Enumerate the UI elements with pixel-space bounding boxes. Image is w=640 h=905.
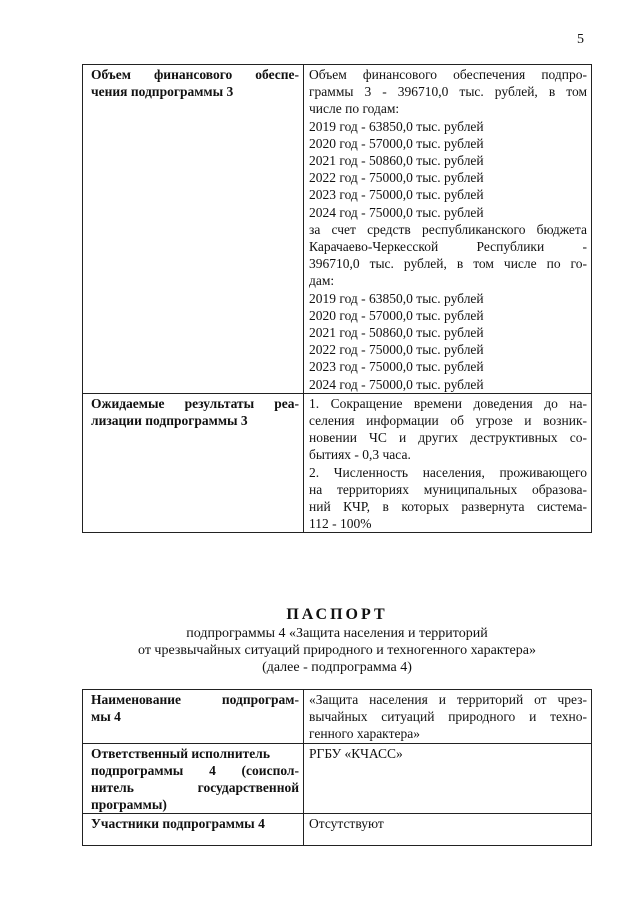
passport-heading xyxy=(82,606,592,676)
table-row-financing xyxy=(83,65,592,394)
cell-text-line: Участники подпрограммы 4 xyxy=(91,816,265,832)
passport-subtitle-line: от чрезвычайных ситуаций природного и техногенного характера» xyxy=(138,643,536,658)
row-label-name xyxy=(83,690,304,744)
passport-title: ПАСПОРТ xyxy=(286,606,388,623)
cell-text-line: 2019 год - 63850,0 тыс. рублей xyxy=(309,118,484,134)
cell-text-line: нитель государственной xyxy=(91,780,299,796)
cell-text-line: Ответственный исполнитель xyxy=(91,745,270,761)
passport-subtitle-line: подпрограммы 4 «Защита населения и территорий xyxy=(186,626,488,641)
row-label-expected-results xyxy=(83,393,304,533)
cell-text-line: бытиях - 0,3 часа. xyxy=(309,447,411,463)
row-label-participants xyxy=(83,814,304,846)
cell-text-line: чения подпрограммы 3 xyxy=(91,84,234,100)
cell-text-line: новении ЧС и других деструктивных со- xyxy=(309,430,587,446)
cell-text-line: 2019 год - 63850,0 тыс. рублей xyxy=(309,290,484,306)
cell-text-line: граммы 3 - 396710,0 тыс. рублей, в том xyxy=(309,84,587,100)
page-number: 5 xyxy=(577,32,584,47)
cell-text-line: 1. Сокращение времени доведения до на- xyxy=(309,395,587,411)
cell-text-line: 2022 год - 75000,0 тыс. рублей xyxy=(309,342,484,358)
row-value-financing xyxy=(304,65,592,394)
row-label-responsible xyxy=(83,743,304,814)
cell-text-line: Наименование подпрограм- xyxy=(91,692,299,707)
cell-text-line: вычайных ситуаций природного и техно- xyxy=(309,709,587,725)
row-value-expected-results xyxy=(304,393,592,533)
passport-subtitle-line: (далее - подпрограмма 4) xyxy=(262,660,412,675)
cell-text-line: подпрограммы 4 (соиспол- xyxy=(91,762,299,778)
cell-text-line: Отсутствуют xyxy=(309,816,384,832)
cell-text-line: программы) xyxy=(91,797,167,813)
cell-text-line: дам: xyxy=(309,273,335,289)
cell-text-line: Ожидаемые результаты реа- xyxy=(91,395,299,411)
table-row-responsible xyxy=(83,743,592,814)
cell-text-line: 2021 год - 50860,0 тыс. рублей xyxy=(309,153,484,169)
cell-text-line: 2020 год - 57000,0 тыс. рублей xyxy=(309,307,484,323)
row-label-financing xyxy=(83,65,304,394)
cell-text-line: Карачаево-Черкесской Республики - xyxy=(309,239,587,255)
table-row-name xyxy=(83,690,592,744)
cell-text-line: числе по годам: xyxy=(309,101,400,117)
cell-text-line: РГБУ «КЧАСС» xyxy=(309,745,403,761)
cell-text-line: 2023 год - 75000,0 тыс. рублей xyxy=(309,359,484,375)
cell-text-line: ний КЧР, в которых развернута система- xyxy=(309,499,587,515)
cell-text-line: 2021 год - 50860,0 тыс. рублей xyxy=(309,325,484,341)
cell-text-line: 2. Численность населения, проживающего xyxy=(309,464,587,480)
cell-text-line: 396710,0 тыс. рублей, в том числе по го- xyxy=(309,256,587,272)
row-value-name xyxy=(304,690,592,744)
cell-text-line: мы 4 xyxy=(91,709,121,725)
cell-text-line: 2024 год - 75000,0 тыс. рублей xyxy=(309,376,484,392)
cell-text-line: 2024 год - 75000,0 тыс. рублей xyxy=(309,204,484,220)
cell-text-line: Объем финансового обеспе- xyxy=(91,67,299,82)
subprogram-4-passport-table xyxy=(82,689,592,846)
cell-text-line: 2023 год - 75000,0 тыс. рублей xyxy=(309,187,484,203)
cell-text-line: генного характера» xyxy=(309,726,420,742)
cell-text-line: за счет средств республиканского бюджета xyxy=(309,221,587,237)
table-row-participants xyxy=(83,814,592,846)
cell-text-line: 2020 год - 57000,0 тыс. рублей xyxy=(309,135,484,151)
row-value-participants xyxy=(304,814,592,846)
cell-text-line: на территориях муниципальных образова- xyxy=(309,481,587,497)
cell-text-line: 112 - 100% xyxy=(309,516,372,532)
row-value-responsible xyxy=(304,743,592,814)
cell-text-line: селения информации об угрозе и возник- xyxy=(309,413,587,429)
cell-text-line: 2022 год - 75000,0 тыс. рублей xyxy=(309,170,484,186)
cell-text-line: Объем финансового обеспечения подпро- xyxy=(309,67,587,82)
cell-text-line: лизации подпрограммы 3 xyxy=(91,413,248,429)
table-row-expected-results xyxy=(83,393,592,533)
subprogram-3-passport-table xyxy=(82,64,592,533)
cell-text-line: «Защита населения и территорий от чрез- xyxy=(309,692,587,707)
